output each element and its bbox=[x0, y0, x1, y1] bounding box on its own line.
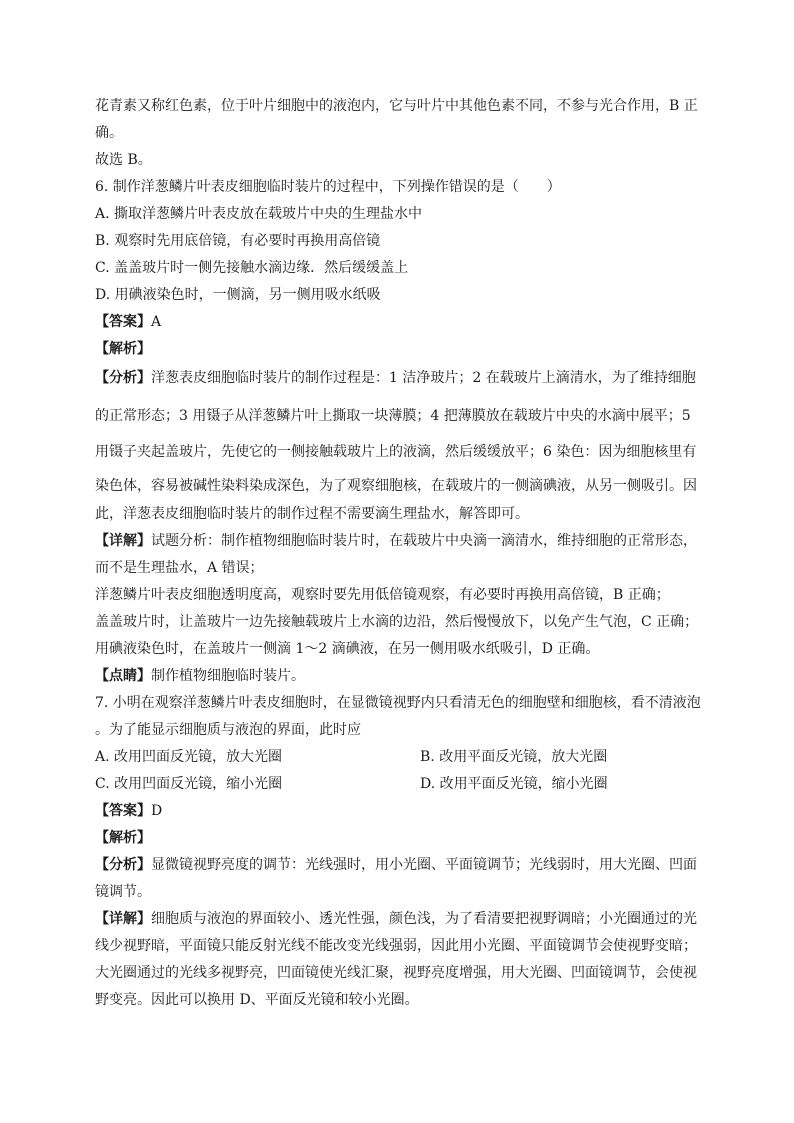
dianjing-text: 制作植物细胞临时装片。 bbox=[151, 668, 305, 684]
fenxi-tag: 【分析】 bbox=[95, 370, 151, 386]
question-7-xiangjie-line: 大光圈通过的光线多视野亮，凹面镜使光线汇聚，视野亮度增强，用大光圈、凹面镜调节，会使视 bbox=[95, 965, 697, 981]
analysis-tag: 【解析】 bbox=[95, 341, 151, 357]
question-6-analysis-tag bbox=[95, 340, 698, 358]
question-6-option-c: C. 盖盖玻片时一侧先接触水滴边缘．然后缓缓盖上 bbox=[95, 260, 409, 276]
question-6-fenxi-line: 用镊子夹起盖玻片，先使它的一侧接触载玻片上的液滴，然后缓缓放平；6 染色：因为细胞核里有 bbox=[95, 444, 697, 460]
fenxi-text: 显微镜视野亮度的调节：光线强时，用小光圈、平面镜调节；光线弱时，用大光圈、凹面 bbox=[151, 857, 697, 873]
question-6-fenxi-line: 此，洋葱表皮细胞临时装片的制作过程不需要滴生理盐水，解答即可。 bbox=[95, 506, 529, 522]
question-7-options-row bbox=[95, 748, 698, 766]
question-6-stem: 6. 制作洋葱鳞片叶表皮细胞临时装片的过程中，下列操作错误的是（ ） bbox=[95, 179, 561, 195]
xiangjie-tag: 【详解】 bbox=[95, 533, 151, 549]
question-6-dianjing bbox=[95, 667, 698, 685]
question-6-option-b: B. 观察时先用底倍镜，有必要时再换用高倍镜 bbox=[95, 233, 381, 249]
text-line: 确。 bbox=[95, 125, 123, 141]
fenxi-tag: 【分析】 bbox=[95, 857, 151, 873]
question-6-xiangjie-line: 盖盖玻片时，让盖玻片一边先接触载玻片上水滴的边沿，然后慢慢放下，以免产生气泡，C 正确； bbox=[95, 614, 699, 630]
answer-tag: 【答案】 bbox=[95, 314, 151, 330]
xiangjie-text: 试题分析：制作植物细胞临时装片时，在载玻片中央滴一滴清水，维持细胞的正常形态， bbox=[151, 533, 697, 549]
question-6-option-a: A. 撕取洋葱鳞片叶表皮放在载玻片中央的生理盐水中 bbox=[95, 206, 423, 222]
text-line: 花青素又称红色素，位于叶片细胞中的液泡内，它与叶片中其他色素不同，不参与光合作用，B 正 bbox=[95, 98, 698, 114]
question-6-fenxi-line bbox=[95, 369, 698, 387]
question-6-xiangjie-line: 而不是生理盐水，A 错误； bbox=[95, 560, 264, 576]
question-6-option-d: D. 用碘液染色时，一侧滴，另一侧用吸水纸吸 bbox=[95, 287, 381, 303]
xiangjie-tag: 【详解】 bbox=[95, 911, 151, 927]
question-7-option-b: B. 改用平面反光镜，放大光圈 bbox=[420, 749, 608, 765]
xiangjie-text: 细胞质与液泡的界面较小、透光性强，颜色浅，为了看清要把视野调暗；小光圈通过的光 bbox=[151, 911, 697, 927]
question-7-analysis-tag bbox=[95, 829, 698, 847]
question-7-fenxi-line bbox=[95, 856, 698, 874]
question-7-option-a: A. 改用凹面反光镜，放大光圈 bbox=[95, 749, 283, 765]
question-7-stem: 7. 小明在观察洋葱鳞片叶表皮细胞时，在显微镜视野内只看清无色的细胞壁和细胞核，看不清液泡 bbox=[95, 695, 701, 711]
question-6-fenxi-line: 的正常形态；3 用镊子从洋葱鳞片叶上撕取一块薄膜；4 把薄膜放在载玻片中央的水滴中展平；5 bbox=[95, 408, 691, 424]
question-7-xiangjie-line: 线少视野暗，平面镜只能反射光线不能改变光线强弱，因此用小光圈、平面镜调节会使视野变暗； bbox=[95, 938, 697, 954]
question-6-answer bbox=[95, 313, 698, 331]
fenxi-text: 洋葱表皮细胞临时装片的制作过程是：1 洁净玻片；2 在载玻片上滴清水，为了维持细胞 bbox=[151, 370, 696, 386]
analysis-tag: 【解析】 bbox=[95, 830, 151, 846]
question-7-stem: 。为了能显示细胞质与液泡的界面，此时应 bbox=[95, 722, 361, 738]
question-7-option-d: D. 改用平面反光镜，缩小光圈 bbox=[420, 776, 608, 792]
answer-tag: 【答案】 bbox=[95, 803, 151, 819]
question-7-xiangjie-line: 野变亮。因此可以换用 D、平面反光镜和较小光圈。 bbox=[95, 992, 419, 1008]
question-7-xiangjie-line bbox=[95, 910, 698, 928]
question-7-answer bbox=[95, 802, 698, 820]
question-7-fenxi-line: 镜调节。 bbox=[95, 884, 151, 900]
question-6-fenxi-line: 染色体，容易被碱性染料染成深色，为了观察细胞核，在载玻片的一侧滴碘液，从另一侧吸引。因 bbox=[95, 478, 697, 494]
question-6-xiangjie-line: 用碘液染色时，在盖玻片一侧滴 1～2 滴碘液，在另一侧用吸水纸吸引，D 正确。 bbox=[95, 641, 600, 657]
answer-value: A bbox=[151, 314, 162, 330]
question-6-xiangjie-line bbox=[95, 532, 698, 550]
text-line: 故选 B。 bbox=[95, 152, 152, 168]
answer-value: D bbox=[151, 803, 163, 819]
question-7-option-c: C. 改用凹面反光镜，缩小光圈 bbox=[95, 776, 283, 792]
question-6-xiangjie-line: 洋葱鳞片叶表皮细胞透明度高，观察时要先用低倍镜观察，有必要时再换用高倍镜，B 正确； bbox=[95, 587, 670, 603]
dianjing-tag: 【点睛】 bbox=[95, 668, 151, 684]
